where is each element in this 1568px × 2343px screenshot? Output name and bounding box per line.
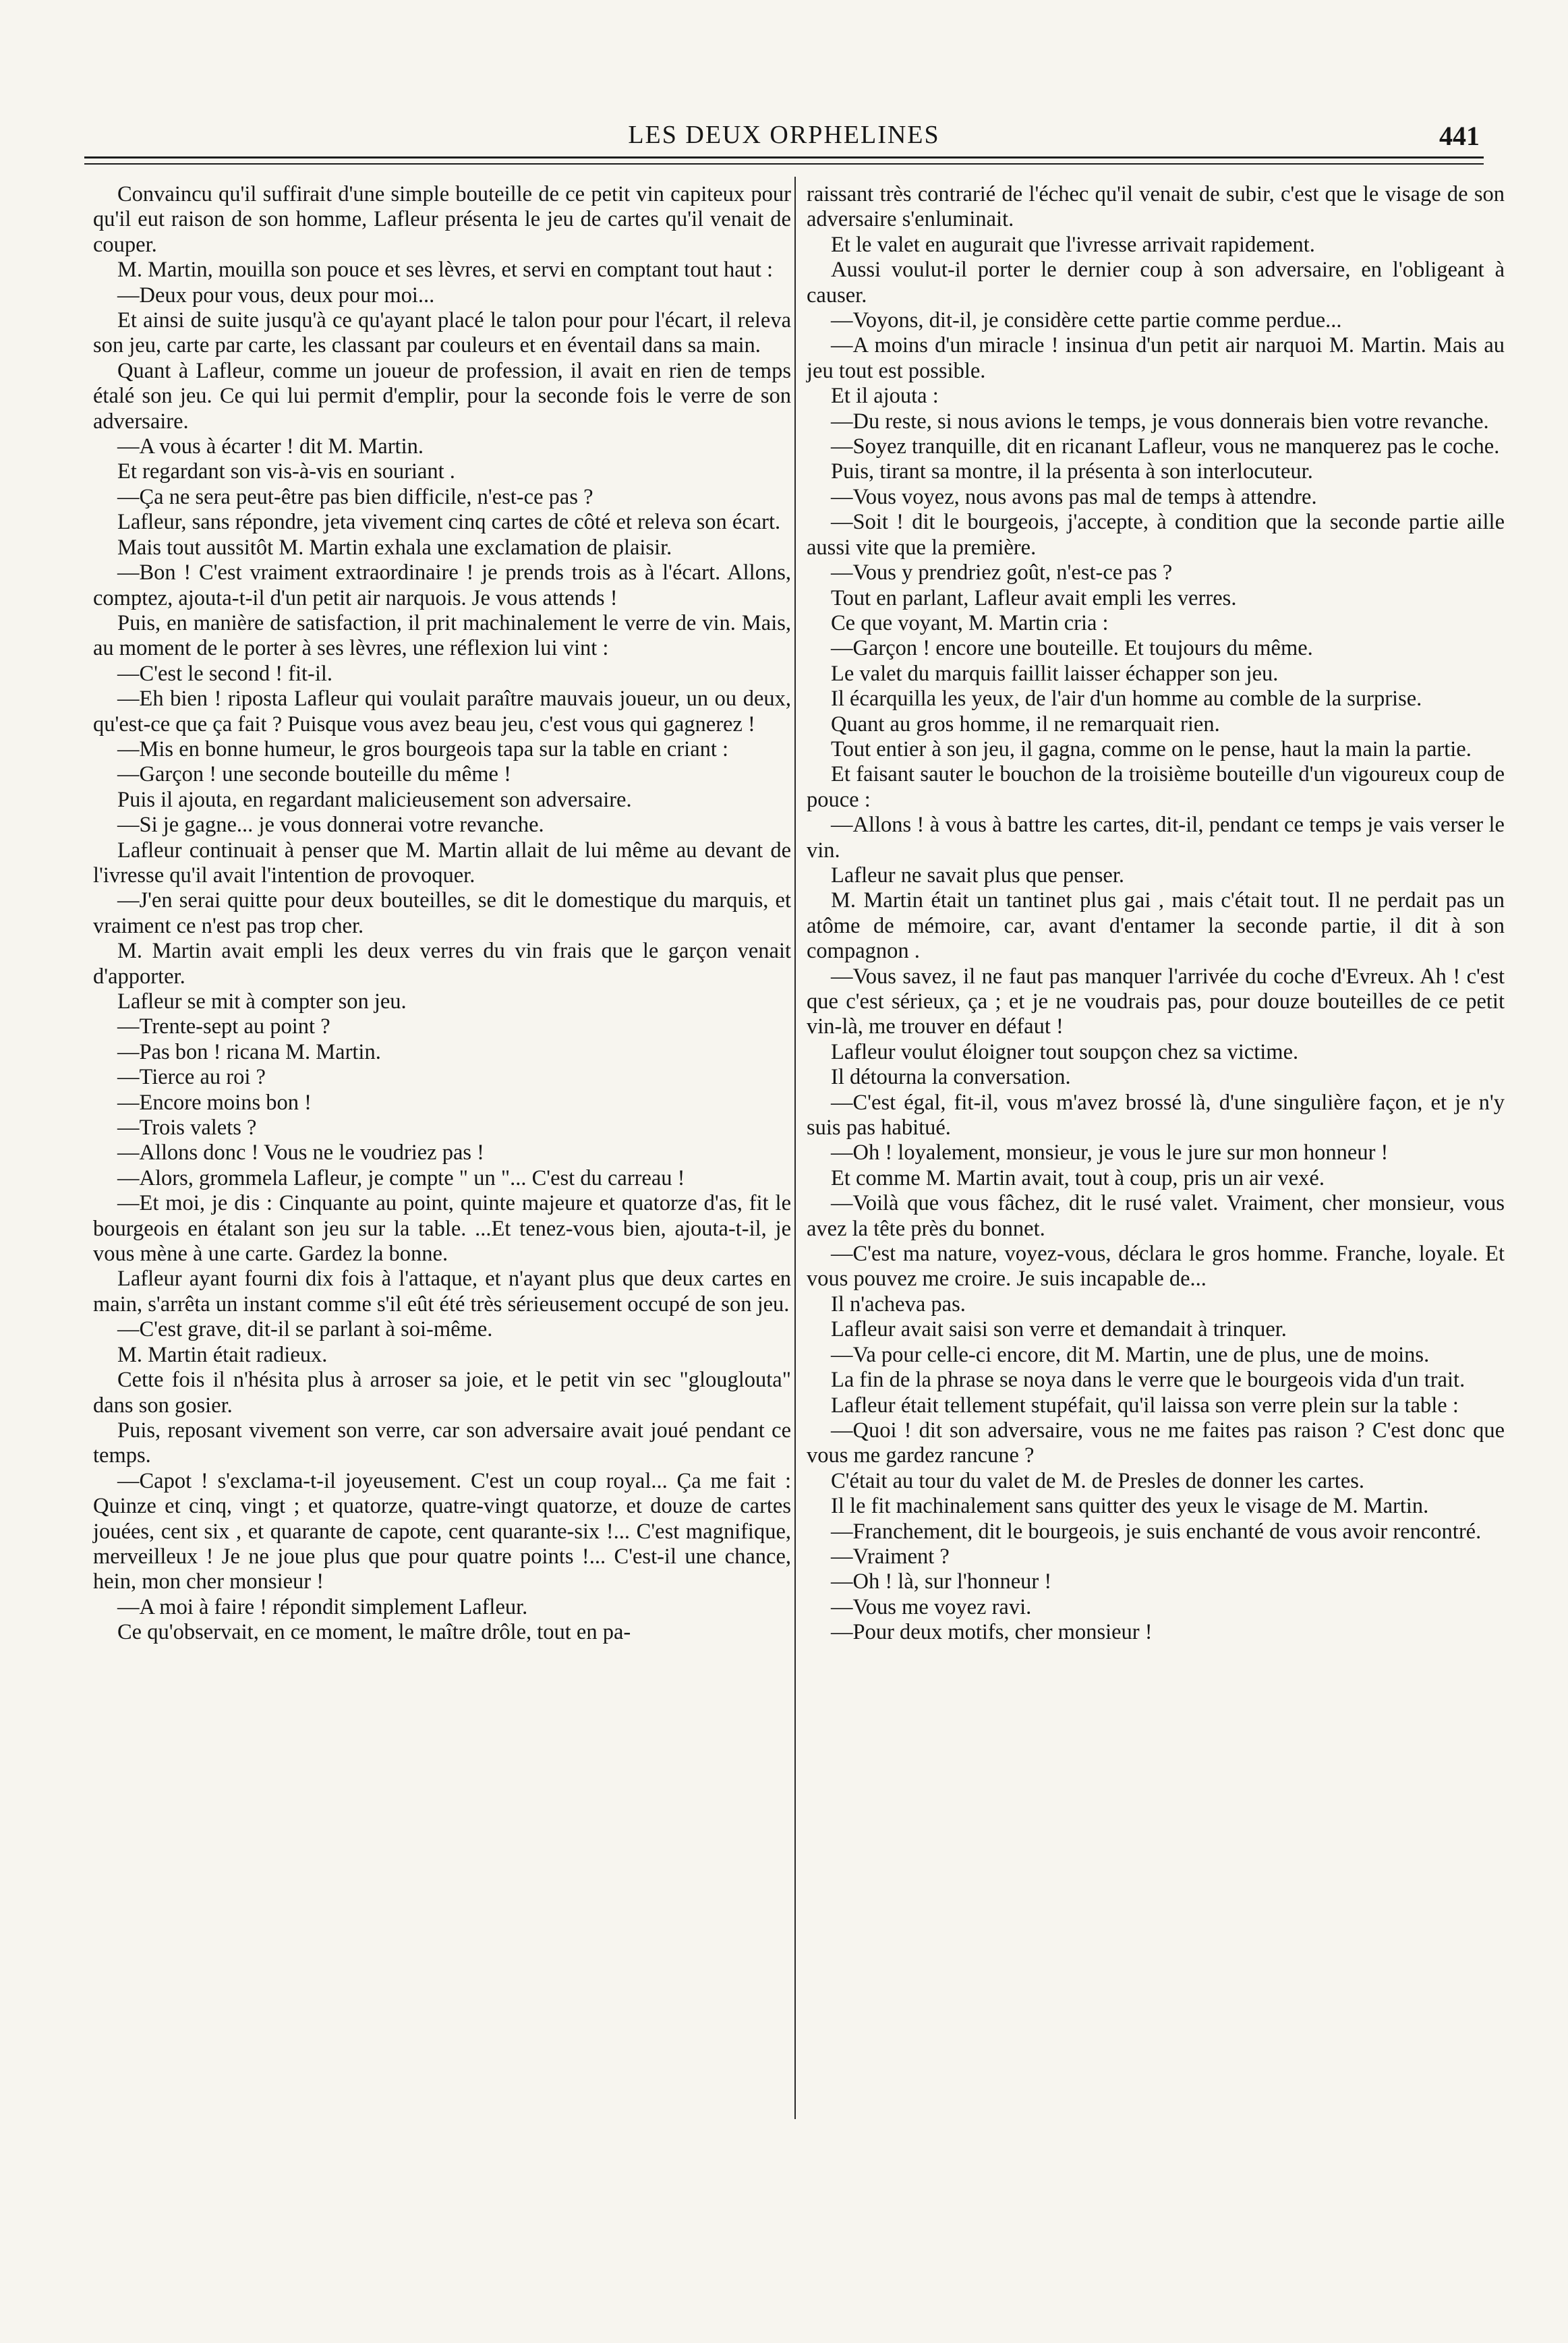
paragraph: Et il ajouta : — [831, 384, 939, 409]
paragraph: —Trente-sept au point ? — [117, 1014, 330, 1039]
paragraph: Puis, en manière de satisfaction, il prit machinalement le verre de vin. Mais, au moment de le porter à ses lèvres, une réflexion lui vint : — [93, 610, 791, 661]
paragraph: Lafleur ne savait plus que penser. — [831, 863, 1124, 888]
paragraph: —Bon ! C'est vraiment extraordinaire ! je prends trois as à l'écart. Allons, comptez, ajouta-t-il d'un petit air narquois. Je vous attends ! — [93, 560, 791, 610]
paragraph: —Encore moins bon ! — [117, 1090, 312, 1115]
paragraph: —Pour deux motifs, cher monsieur ! — [831, 1620, 1153, 1645]
paragraph: —Vous y prendriez goût, n'est-ce pas ? — [831, 560, 1173, 585]
paragraph: Lafleur voulut éloigner tout soupçon chez sa victime. — [831, 1039, 1299, 1064]
paragraph: Et regardant son vis-à-vis en souriant . — [117, 459, 455, 484]
paragraph: —Franchement, dit le bourgeois, je suis enchanté de vous avoir rencontré. — [831, 1519, 1482, 1544]
paragraph: Tout entier à son jeu, il gagna, comme on le pense, haut la main la partie. — [831, 736, 1472, 761]
header-rule-secondary — [84, 163, 1484, 165]
right-column — [807, 182, 1505, 1646]
paragraph: —Capot ! s'exclama-t-il joyeusement. C'est un coup royal... Ça me fait : Quinze et cinq, vingt ; et quatorze, quatre-vingt quatorze, et douze de cartes jouées, cent six , et quarante de capote, cent quarante-six !... C'est magnifique, merveilleux ! Je ne joue plus que pour quatre points !... C'est-il une chance, hein, mon cher monsieur ! — [93, 1468, 791, 1594]
paragraph: Lafleur continuait à penser que M. Martin allait de lui même au devant de l'ivresse qu'il avait l'intention de provoquer. — [93, 838, 791, 888]
paragraph: —Deux pour vous, deux pour moi... — [117, 283, 435, 308]
paragraph: —Vraiment ? — [831, 1544, 950, 1569]
paragraph: —Allons ! à vous à battre les cartes, dit-il, pendant ce temps je vais verser le vin. — [807, 813, 1505, 863]
paragraph: M. Martin était un tantinet plus gai , mais c'était tout. Il ne perdait pas un atôme de mémoire, car, avant d'entamer la seconde partie, il dit à son compagnon . — [807, 888, 1505, 964]
paragraph: M. Martin était radieux. — [117, 1342, 328, 1367]
paragraph: —Soyez tranquille, dit en ricanant Lafleur, vous ne manquerez pas le coche. — [831, 434, 1500, 459]
paragraph: —Voyons, dit-il, je considère cette partie comme perdue... — [831, 308, 1342, 333]
paragraph: Cette fois il n'hésita plus à arroser sa joie, et le petit vin sec "glouglouta" dans son gosier. — [93, 1368, 791, 1418]
paragraph: —Allons donc ! Vous ne le voudriez pas ! — [117, 1140, 484, 1165]
paragraph: —C'est grave, dit-il se parlant à soi-même. — [117, 1317, 493, 1342]
paragraph: —Tierce au roi ? — [117, 1065, 266, 1090]
paragraph: —Eh bien ! riposta Lafleur qui voulait paraître mauvais joueur, un ou deux, qu'est-ce que ça fait ? Puisque vous avez beau jeu, c'est vous qui gagnerez ! — [93, 687, 791, 736]
paragraph: raissant très contrarié de l'échec qu'il venait de subir, c'est que le visage de son adversaire s'enluminait. — [807, 182, 1505, 232]
paragraph: —Garçon ! encore une bouteille. Et toujours du même. — [831, 636, 1313, 661]
paragraph: Lafleur était tellement stupéfait, qu'il laissa son verre plein sur la table : — [831, 1393, 1459, 1418]
paragraph: —J'en serai quitte pour deux bouteilles, se dit le domestique du marquis, et vraiment ce n'est pas trop cher. — [93, 888, 791, 938]
paragraph: Aussi voulut-il porter le dernier coup à son adversaire, en l'obligeant à causer. — [807, 258, 1505, 308]
paragraph: —Oh ! loyalement, monsieur, je vous le jure sur mon honneur ! — [831, 1140, 1389, 1165]
paragraph: —Vous me voyez ravi. — [831, 1594, 1032, 1619]
page-number: 441 — [1439, 121, 1480, 151]
paragraph: —Alors, grommela Lafleur, je compte " un "... C'est du carreau ! — [117, 1165, 685, 1190]
paragraph: —Ça ne sera peut-être pas bien difficile, n'est-ce pas ? — [117, 484, 593, 509]
paragraph: —C'est ma nature, voyez-vous, déclara le gros homme. Franche, loyale. Et vous pouvez me croire. Je suis incapable de... — [807, 1242, 1505, 1292]
paragraph: Ce que voyant, M. Martin cria : — [831, 610, 1109, 635]
paragraph: —Du reste, si nous avions le temps, je vous donnerais bien votre revanche. — [831, 409, 1489, 434]
left-column — [93, 182, 791, 1646]
paragraph: C'était au tour du valet de M. de Presles de donner les cartes. — [831, 1468, 1365, 1493]
paragraph: —Et moi, je dis : Cinquante au point, quinte majeure et quatorze d'as, fit le bourgeois en étalant son jeu sur la table. ...Et tenez-vous bien, ajouta-t-il, je vous mène à une carte. Gardez la bonne. — [93, 1191, 791, 1267]
paragraph: Lafleur se mit à compter son jeu. — [117, 989, 407, 1014]
paragraph: —Soit ! dit le bourgeois, j'accepte, à condition que la seconde partie aille aussi vite que la première. — [807, 510, 1505, 560]
paragraph: Ce qu'observait, en ce moment, le maître drôle, tout en pa- — [117, 1620, 631, 1645]
paragraph: —C'est le second ! fit-il. — [117, 661, 333, 686]
paragraph: Il le fit machinalement sans quitter des yeux le visage de M. Martin. — [831, 1494, 1429, 1519]
paragraph: Il écarquilla les yeux, de l'air d'un homme au comble de la surprise. — [831, 687, 1422, 712]
paragraph: Lafleur ayant fourni dix fois à l'attaque, et n'ayant plus que deux cartes en main, s'arrêta un instant comme s'il eût été très sérieusement occupé de son jeu. — [93, 1267, 791, 1317]
paragraph: —Mis en bonne humeur, le gros bourgeois tapa sur la table en criant : — [117, 736, 729, 761]
paragraph: Et ainsi de suite jusqu'à ce qu'ayant placé le talon pour pour l'écart, il releva son jeu, carte par carte, les classant par couleurs et en éventail dans sa main. — [93, 308, 791, 358]
paragraph: Puis il ajouta, en regardant malicieusement son adversaire. — [117, 787, 632, 812]
paragraph: —Oh ! là, sur l'honneur ! — [831, 1569, 1052, 1594]
paragraph: —A vous à écarter ! dit M. Martin. — [117, 434, 424, 459]
paragraph: —Garçon ! une seconde bouteille du même ! — [117, 762, 511, 787]
paragraph: Tout en parlant, Lafleur avait empli les verres. — [831, 585, 1237, 610]
paragraph: Quant au gros homme, il ne remarquait rien. — [831, 712, 1220, 736]
paragraph: Puis, tirant sa montre, il la présenta à son interlocuteur. — [831, 459, 1313, 484]
column-divider — [794, 177, 796, 2119]
paragraph: —Pas bon ! ricana M. Martin. — [117, 1039, 381, 1064]
paragraph: Et le valet en augurait que l'ivresse arrivait rapidement. — [831, 232, 1315, 257]
paragraph: —Si je gagne... je vous donnerai votre revanche. — [117, 813, 544, 838]
paragraph: Il n'acheva pas. — [831, 1292, 966, 1317]
paragraph: —Trois valets ? — [117, 1116, 257, 1140]
paragraph: —Vous voyez, nous avons pas mal de temps à attendre. — [831, 484, 1317, 509]
paragraph: Lafleur, sans répondre, jeta vivement cinq cartes de côté et releva son écart. — [117, 510, 781, 535]
paragraph: Et comme M. Martin avait, tout à coup, pris un air vexé. — [831, 1165, 1325, 1190]
paragraph: —Quoi ! dit son adversaire, vous ne me faites pas raison ? C'est donc que vous me gardez rancune ? — [807, 1418, 1505, 1468]
paragraph: M. Martin avait empli les deux verres du vin frais que le garçon venait d'apporter. — [93, 939, 791, 989]
paragraph: M. Martin, mouilla son pouce et ses lèvres, et servi en comptant tout haut : — [117, 258, 774, 283]
paragraph: Convaincu qu'il suffirait d'une simple bouteille de ce petit vin capiteux pour qu'il eut raison de son homme, Lafleur présenta le jeu de cartes qu'il venait de couper. — [93, 182, 791, 257]
page-header — [84, 113, 1484, 161]
running-title: LES DEUX ORPHELINES — [628, 121, 940, 149]
paragraph: —A moins d'un miracle ! insinua d'un petit air narquoi M. Martin. Mais au jeu tout est possible. — [807, 333, 1505, 383]
paragraph: —Va pour celle-ci encore, dit M. Martin, une de plus, une de moins. — [831, 1342, 1430, 1367]
paragraph: Il détourna la conversation. — [831, 1065, 1071, 1090]
paragraph: Quant à Lafleur, comme un joueur de profession, il avait en rien de temps étalé son jeu. Ce qui lui permit d'emplir, pour la seconde fois le verre de son adversaire. — [93, 358, 791, 434]
paragraph: Lafleur avait saisi son verre et demandait à trinquer. — [831, 1317, 1287, 1342]
paragraph: —A moi à faire ! répondit simplement Lafleur. — [117, 1594, 528, 1619]
paragraph: —C'est égal, fit-il, vous m'avez brossé là, d'une singulière façon, et je n'y suis pas habitué. — [807, 1090, 1505, 1140]
paragraph: La fin de la phrase se noya dans le verre que le bourgeois vida d'un trait. — [831, 1368, 1465, 1393]
header-rule — [84, 156, 1484, 158]
paragraph: Mais tout aussitôt M. Martin exhala une exclamation de plaisir. — [117, 535, 672, 560]
paragraph: Le valet du marquis faillit laisser échapper son jeu. — [831, 661, 1279, 686]
paragraph: Puis, reposant vivement son verre, car son adversaire avait joué pendant ce temps. — [93, 1418, 791, 1468]
paragraph: —Vous savez, il ne faut pas manquer l'arrivée du coche d'Evreux. Ah ! c'est que c'est sérieux, ça ; et je ne voudrais pas, pour douze bouteilles de ce petit vin-là, me trouver en défaut ! — [807, 964, 1505, 1039]
paragraph: —Voilà que vous fâchez, dit le rusé valet. Vraiment, cher monsieur, vous avez la tête près du bonnet. — [807, 1191, 1505, 1241]
paragraph: Et faisant sauter le bouchon de la troisième bouteille d'un vigoureux coup de pouce : — [807, 762, 1505, 812]
